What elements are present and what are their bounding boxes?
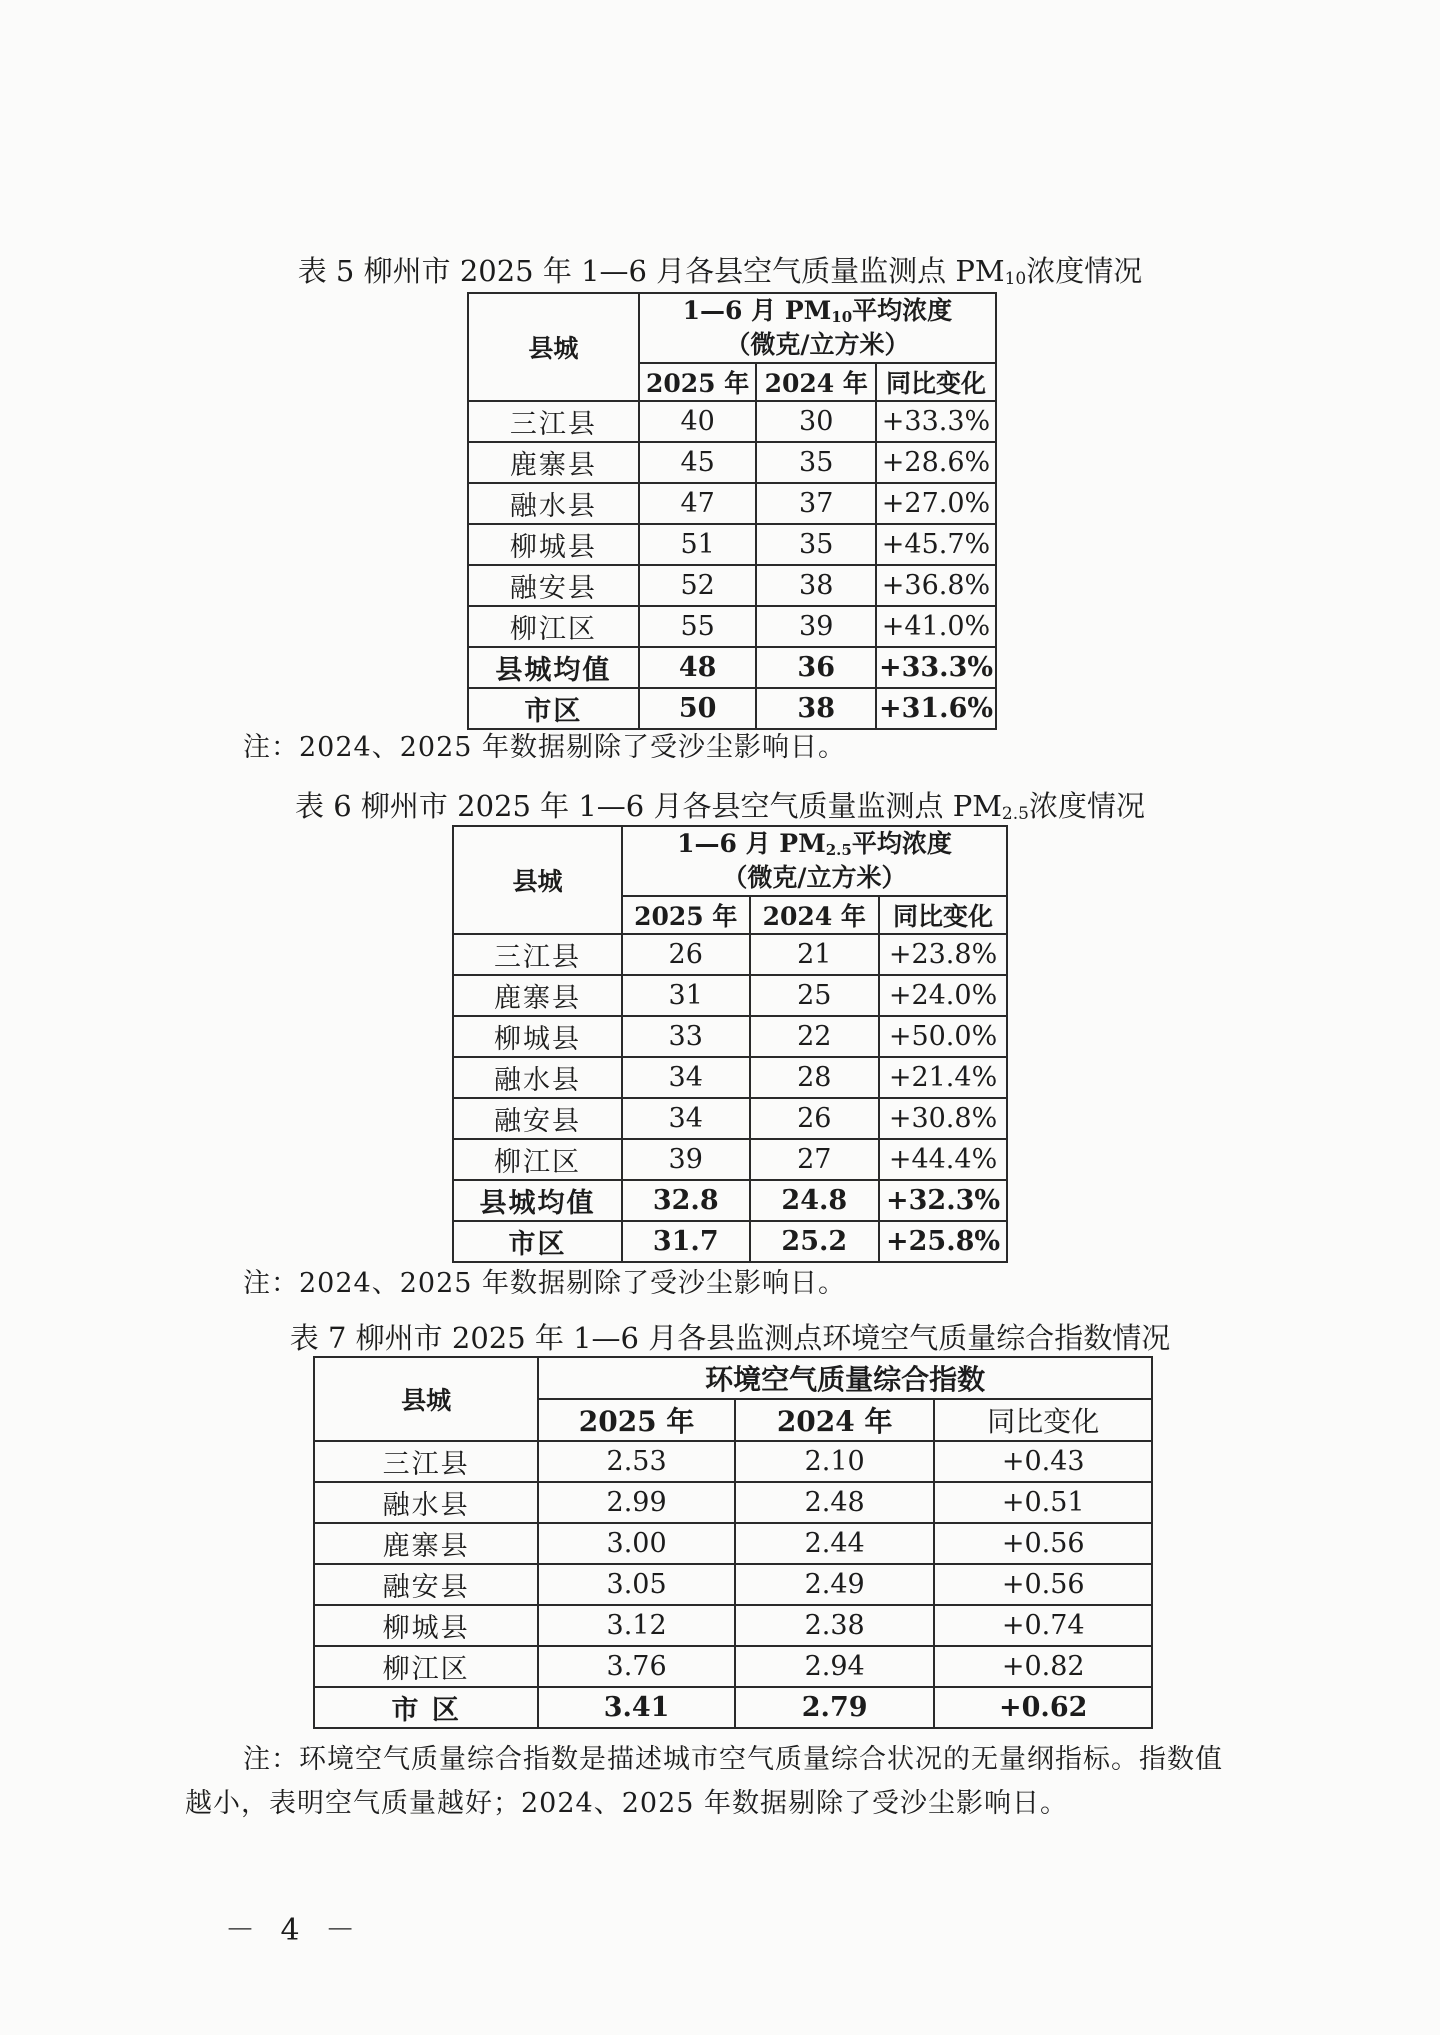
cell-2025: 2.99 [538, 1482, 735, 1523]
cell-change: +30.8% [879, 1098, 1007, 1139]
cell-county: 市区 [453, 1221, 622, 1262]
table-row [468, 401, 996, 442]
table-row [314, 1646, 1152, 1687]
cell-2025: 34 [622, 1057, 750, 1098]
cell-change: +0.82 [934, 1646, 1152, 1687]
cell-county: 县城均值 [453, 1180, 622, 1221]
cell-county: 融水县 [453, 1057, 622, 1098]
header-county: 县城 [453, 826, 622, 934]
table7-note-line2: 越小，表明空气质量越好；2024、2025 年数据剔除了受沙尘影响日。 [185, 1788, 1069, 1819]
cell-county: 市 区 [314, 1687, 538, 1728]
table6 [452, 825, 1008, 1263]
table-row [453, 1016, 1007, 1057]
cell-2025: 48 [639, 647, 757, 688]
cell-2024: 35 [756, 524, 876, 565]
header-change: 同比变化 [876, 363, 996, 401]
cell-change: +32.3% [879, 1180, 1007, 1221]
table-row [468, 524, 996, 565]
cell-county: 三江县 [314, 1441, 538, 1482]
header-change: 同比变化 [934, 1399, 1152, 1441]
table-row [468, 606, 996, 647]
cell-2024: 2.44 [735, 1523, 935, 1564]
cell-2025: 31 [622, 975, 750, 1016]
cell-change: +0.62 [934, 1687, 1152, 1728]
cell-2024: 38 [756, 688, 876, 729]
cell-county: 鹿寨县 [314, 1523, 538, 1564]
table7-note-line1: 注：环境空气质量综合指数是描述城市空气质量综合状况的无量纲指标。指数值 [243, 1744, 1223, 1775]
cell-2024: 2.79 [735, 1687, 935, 1728]
cell-2024: 2.38 [735, 1605, 935, 1646]
header-county: 县城 [314, 1357, 538, 1441]
header-group: 1—6 月 $PM_{2.5}$平均浓度 （微克/立方米） [622, 826, 1007, 896]
cell-2024: 26 [750, 1098, 880, 1139]
cell-county: 柳江区 [453, 1139, 622, 1180]
cell-change: +45.7% [876, 524, 996, 565]
cell-2024: 25 [750, 975, 880, 1016]
cell-county: 鹿寨县 [453, 975, 622, 1016]
cell-change: +33.3% [876, 401, 996, 442]
table-row [314, 1441, 1152, 1482]
table-row [468, 688, 996, 729]
cell-change: +28.6% [876, 442, 996, 483]
cell-2024: 25.2 [750, 1221, 880, 1262]
cell-2025: 39 [622, 1139, 750, 1180]
cell-2024: 27 [750, 1139, 880, 1180]
cell-change: +24.0% [879, 975, 1007, 1016]
cell-2025: 31.7 [622, 1221, 750, 1262]
cell-county: 柳城县 [453, 1016, 622, 1057]
cell-county: 融安县 [468, 565, 639, 606]
table-row [453, 934, 1007, 975]
cell-2024: 39 [756, 606, 876, 647]
cell-2025: 47 [639, 483, 757, 524]
cell-change: +36.8% [876, 565, 996, 606]
table-row [453, 1139, 1007, 1180]
cell-county: 融安县 [453, 1098, 622, 1139]
cell-change: +33.3% [876, 647, 996, 688]
cell-2024: 28 [750, 1057, 880, 1098]
table7 [313, 1356, 1153, 1729]
table-row [314, 1605, 1152, 1646]
cell-2024: 2.49 [735, 1564, 935, 1605]
cell-2025: 32.8 [622, 1180, 750, 1221]
header-group: 1—6 月 $PM_{10}$平均浓度 （微克/立方米） [639, 293, 996, 363]
cell-county: 柳江区 [314, 1646, 538, 1687]
table-row [314, 1482, 1152, 1523]
cell-2024: 38 [756, 565, 876, 606]
cell-change: +0.74 [934, 1605, 1152, 1646]
cell-2025: 34 [622, 1098, 750, 1139]
cell-county: 三江县 [453, 934, 622, 975]
cell-2025: 51 [639, 524, 757, 565]
header-county: 县城 [468, 293, 639, 401]
cell-2025: 55 [639, 606, 757, 647]
cell-change: +44.4% [879, 1139, 1007, 1180]
cell-change: +27.0% [876, 483, 996, 524]
cell-county: 市区 [468, 688, 639, 729]
table-row [453, 975, 1007, 1016]
cell-2024: 37 [756, 483, 876, 524]
cell-change: +0.56 [934, 1564, 1152, 1605]
table-row [453, 1221, 1007, 1262]
cell-2025: 45 [639, 442, 757, 483]
cell-county: 融安县 [314, 1564, 538, 1605]
header-change: 同比变化 [879, 896, 1007, 934]
cell-2025: 3.41 [538, 1687, 735, 1728]
table-row [314, 1687, 1152, 1728]
cell-2024: 21 [750, 934, 880, 975]
cell-change: +41.0% [876, 606, 996, 647]
cell-2025: 3.12 [538, 1605, 735, 1646]
cell-change: +21.4% [879, 1057, 1007, 1098]
table-row [468, 647, 996, 688]
cell-2024: 35 [756, 442, 876, 483]
table-row [314, 1523, 1152, 1564]
cell-2025: 26 [622, 934, 750, 975]
table5-note: 注：2024、2025 年数据剔除了受沙尘影响日。 [243, 732, 847, 763]
cell-2024: 22 [750, 1016, 880, 1057]
header-2024: 2024 年 [756, 363, 876, 401]
page-number: － 4 － [225, 1913, 364, 1948]
cell-2024: 2.48 [735, 1482, 935, 1523]
cell-county: 融水县 [314, 1482, 538, 1523]
cell-county: 柳城县 [314, 1605, 538, 1646]
table-row [453, 1180, 1007, 1221]
cell-2025: 2.53 [538, 1441, 735, 1482]
cell-2025: 3.05 [538, 1564, 735, 1605]
table-row [314, 1564, 1152, 1605]
table5 [467, 292, 997, 730]
cell-2024: 24.8 [750, 1180, 880, 1221]
cell-2025: 52 [639, 565, 757, 606]
cell-2024: 36 [756, 647, 876, 688]
cell-change: +50.0% [879, 1016, 1007, 1057]
header-2025: 2025 年 [639, 363, 757, 401]
cell-county: 鹿寨县 [468, 442, 639, 483]
table-row [453, 1057, 1007, 1098]
cell-change: +23.8% [879, 934, 1007, 975]
table5-caption: 表 5 柳州市 2025 年 1—6 月各县空气质量监测点 $PM_{10}$浓度情况 [297, 254, 1143, 289]
cell-county: 柳江区 [468, 606, 639, 647]
header-2025: 2025 年 [538, 1399, 735, 1441]
header-2024: 2024 年 [735, 1399, 935, 1441]
table-row [468, 442, 996, 483]
cell-2025: 40 [639, 401, 757, 442]
table6-caption: 表 6 柳州市 2025 年 1—6 月各县空气质量监测点 $PM_{2.5}$浓度情况 [295, 789, 1145, 824]
cell-change: +25.8% [879, 1221, 1007, 1262]
cell-county: 柳城县 [468, 524, 639, 565]
cell-2025: 50 [639, 688, 757, 729]
cell-change: +31.6% [876, 688, 996, 729]
cell-county: 三江县 [468, 401, 639, 442]
cell-2024: 2.94 [735, 1646, 935, 1687]
header-2024: 2024 年 [750, 896, 880, 934]
cell-2025: 3.00 [538, 1523, 735, 1564]
table-row [468, 483, 996, 524]
table-row [468, 565, 996, 606]
cell-change: +0.51 [934, 1482, 1152, 1523]
cell-county: 融水县 [468, 483, 639, 524]
table6-note: 注：2024、2025 年数据剔除了受沙尘影响日。 [243, 1268, 847, 1299]
table-row [453, 1098, 1007, 1139]
cell-county: 县城均值 [468, 647, 639, 688]
cell-2025: 3.76 [538, 1646, 735, 1687]
cell-2025: 33 [622, 1016, 750, 1057]
cell-change: +0.56 [934, 1523, 1152, 1564]
cell-2024: 30 [756, 401, 876, 442]
header-group: 环境空气质量综合指数 [538, 1357, 1152, 1399]
cell-2024: 2.10 [735, 1441, 935, 1482]
table7-caption: 表 7 柳州市 2025 年 1—6 月各县监测点环境空气质量综合指数情况 [289, 1321, 1171, 1355]
header-2025: 2025 年 [622, 896, 750, 934]
cell-change: +0.43 [934, 1441, 1152, 1482]
